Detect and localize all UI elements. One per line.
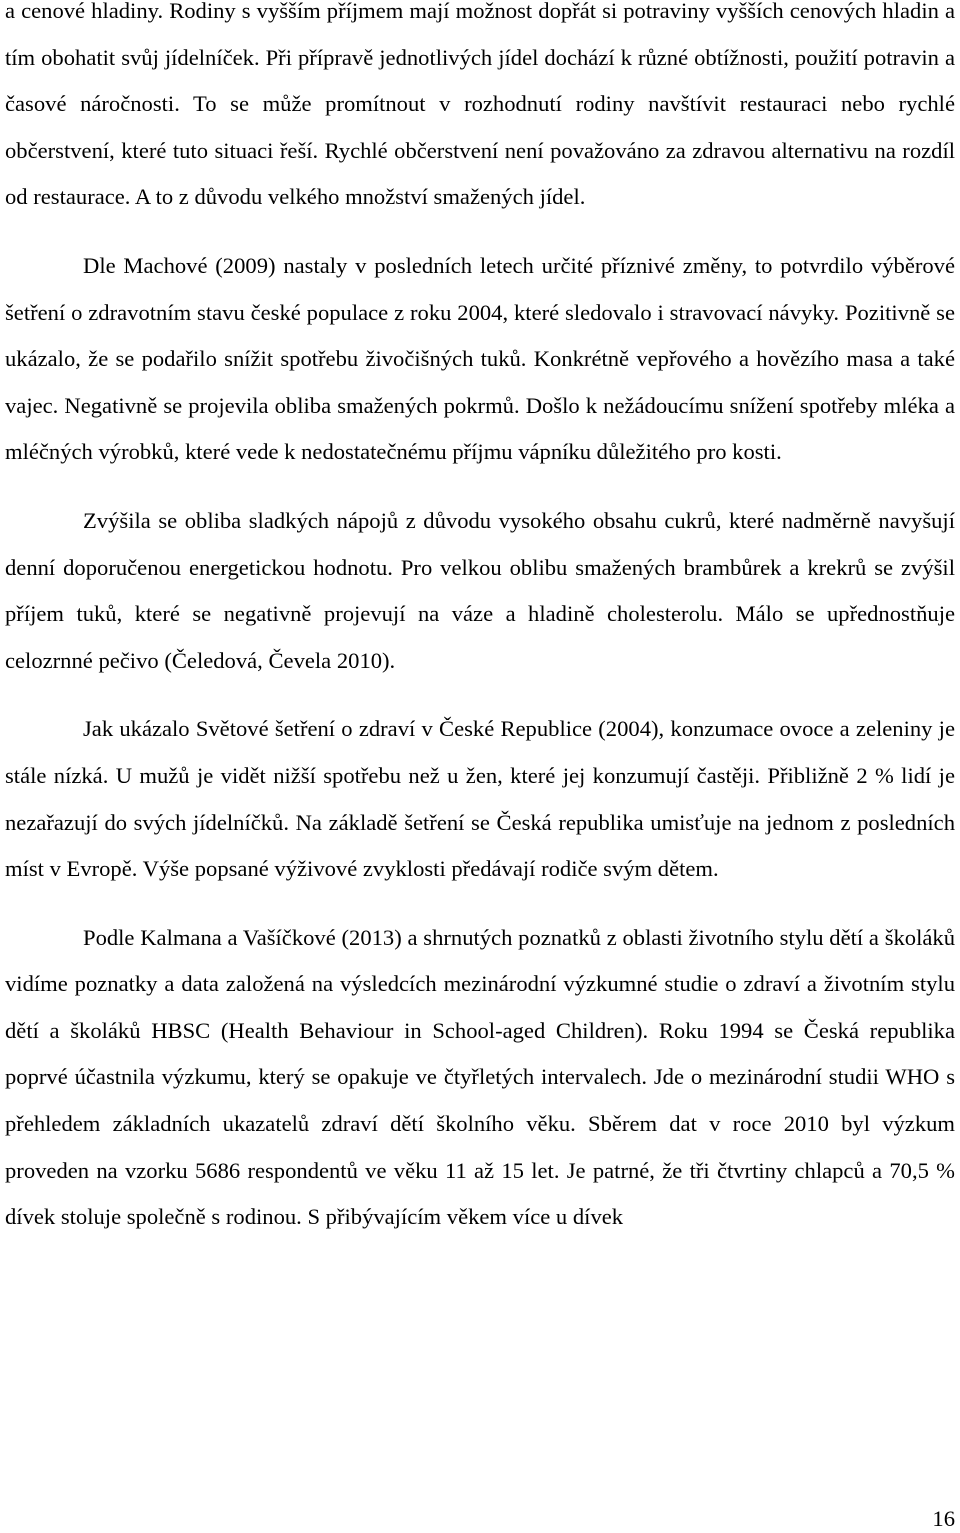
paragraph-svetove-setreni: Jak ukázalo Světové šetření o zdraví v České Republice (2004), konzumace ovoce a zeleniny je stále nízká. U mužů je vidět nižší spotřebu než u žen, které jej konzumují častěji. Přibližně 2 % lidí je nezařazují do svých jídelníčků. Na základě šetření se Česká republika umisťuje na jednom z posledních míst v Evropě. Výše popsané výživové zvyklosti předávají rodiče svým dětem.	[5, 716, 955, 882]
paragraph-kalman-vasickova: Podle Kalmana a Vašíčkové (2013) a shrnutých poznatků z oblasti životního stylu dětí a školáků vidíme poznatky a data založená na výsledcích mezinárodní výzkumné studie o zdraví a životním stylu dětí a školáků HBSC (Health Behaviour in School-aged Children). Roku 1994 se Česká republika poprvé účastnila výzkumu, který se opakuje ve čtyřletých intervalech. Jde o mezinárodní studii WHO s přehledem základních ukazatelů zdraví dětí školního věku. Sběrem dat v roce 2010 byl výzkum proveden na vzorku 5686 respondentů ve věku 11 až 15 let. Je patrné, že tři čtvrtiny chlapců a 70,5 % dívek stoluje společně s rodinou. S přibývajícím věkem více u dívek	[5, 924, 955, 1230]
document-page	[5, 0, 955, 1241]
paragraph-spacer	[5, 684, 955, 706]
page-number: 16	[932, 1506, 955, 1531]
paragraph-spacer	[5, 221, 955, 243]
paragraph-spacer	[5, 893, 955, 915]
paragraph-machova: Dle Machové (2009) nastaly v posledních letech určité příznivé změny, to potvrdilo výběrové šetření o zdravotním stavu české populace z roku 2004, které sledovalo i stravovací návyky. Pozitivně se ukázalo, že se podařilo snížit spotřebu živočišných tuků. Konkrétně vepřového a hovězího masa a také vajec. Negativně se projevila obliba smažených pokrmů. Došlo k nežádoucímu snížení spotřeby mléka a mléčných výrobků, které vede k nedostatečnému příjmu vápníku důležitého pro kosti.	[5, 252, 955, 465]
paragraph-spacer	[5, 476, 955, 498]
paragraph-continuation: a cenové hladiny. Rodiny s vyšším příjmem mají možnost dopřát si potraviny vyšších cenových hladin a tím obohatit svůj jídelníček. Při přípravě jednotlivých jídel dochází k různé obtížnosti, použití potravin a časové náročnosti. To se může promítnout v rozhodnutí rodiny navštívit restauraci nebo rychlé občerstvení, které tuto situaci řeší. Rychlé občerstvení není považováno za zdravou alternativu na rozdíl od restaurace. A to z důvodu velkého množství smažených jídel.	[5, 0, 955, 210]
paragraph-sladke-napoje: Zvýšila se obliba sladkých nápojů z důvodu vysokého obsahu cukrů, které nadměrně navyšují denní doporučenou energetickou hodnotu. Pro velkou oblibu smažených brambůrek a krekrů se zvýšil příjem tuků, které se negativně projevují na váze a hladině cholesterolu. Málo se upřednostňuje celozrnné pečivo (Čeledová, Čevela 2010).	[5, 507, 955, 673]
